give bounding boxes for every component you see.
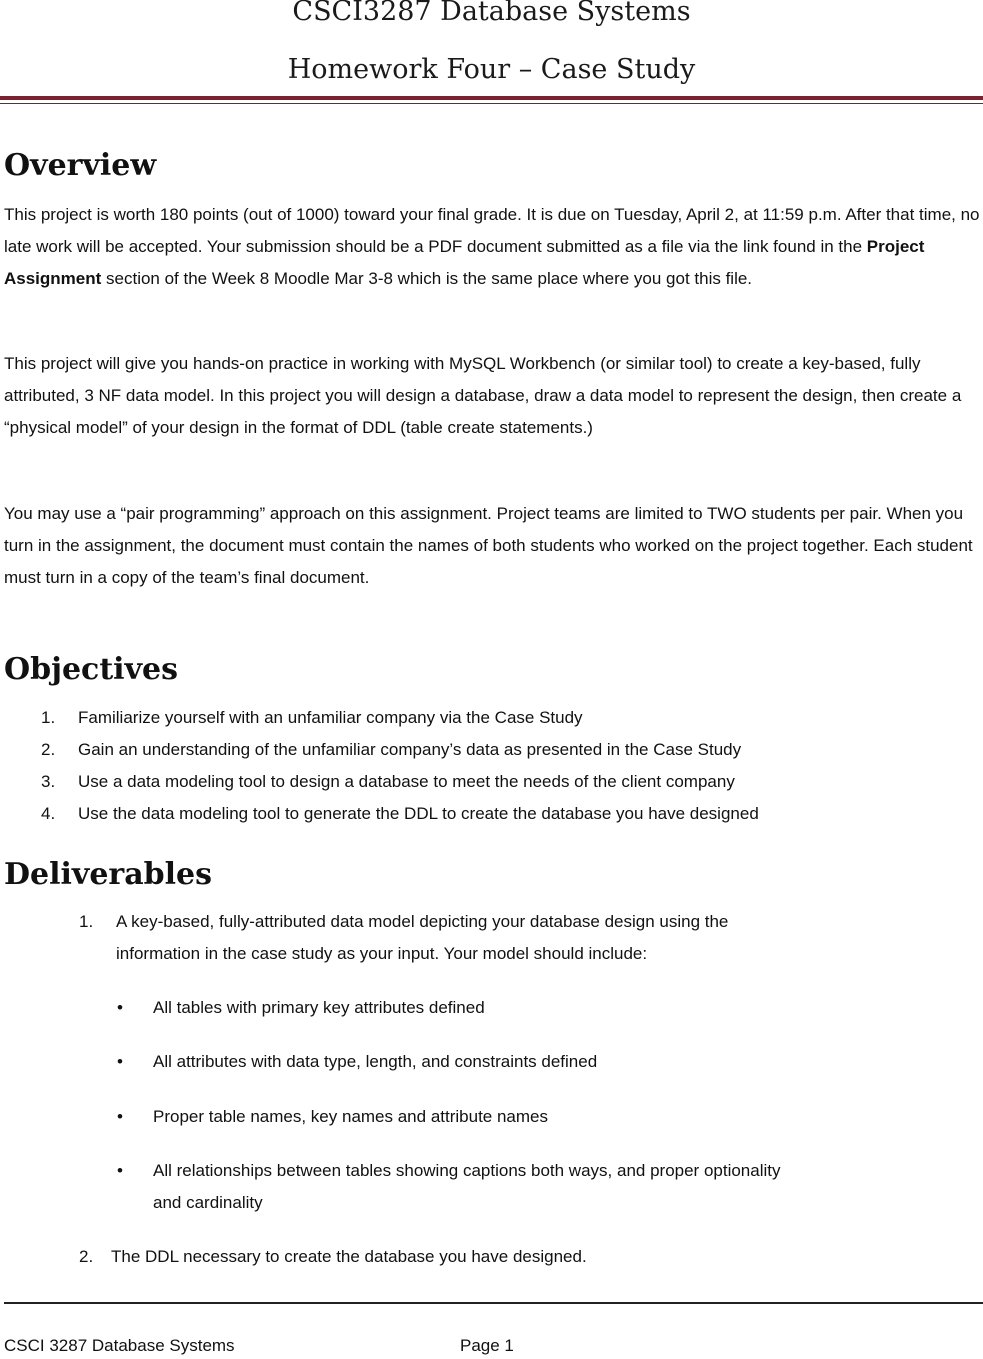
header-rule-thick xyxy=(0,96,983,100)
objective-number: 1. xyxy=(41,708,56,727)
deliverable-number: 2. xyxy=(79,1247,94,1266)
objective-number: 2. xyxy=(41,740,56,759)
objective-item: Gain an understanding of the unfamiliar company’s data as presented in the Case Study xyxy=(78,740,742,759)
deliverable-bullet: All relationships between tables showing captions both ways, and proper optionality xyxy=(153,1161,781,1180)
footer-course: CSCI 3287 Database Systems xyxy=(4,1336,235,1355)
overview-paragraph-3: You may use a “pair programming” approach on this assignment. Project teams are limited to TWO students per pair. When you turn in the assignment, the document must contain the names of both students who worked on the project together. Each student must turn in a copy of the team’s final document. xyxy=(4,504,973,587)
footer-rule xyxy=(4,1302,983,1304)
overview-paragraph-1 xyxy=(4,199,980,295)
bullet-icon: • xyxy=(117,1107,123,1126)
deliverable-item-text: A key-based, fully-attributed data model depicting your database design using the xyxy=(116,912,729,931)
objective-item: Use the data modeling tool to generate the DDL to create the database you have designed xyxy=(78,804,759,823)
assignment-title: Homework Four – Case Study xyxy=(287,54,696,85)
project-assignment-label: Project Assignment xyxy=(4,237,925,288)
deliverable-number: 1. xyxy=(79,912,94,931)
deliverable-bullet-continuation: and cardinality xyxy=(153,1193,263,1212)
overview-paragraph-2: This project will give you hands-on practice in working with MySQL Workbench (or similar tool) to create a key-based, fully attributed, 3 NF data model. In this project you will design a database, draw a data model to represent the design, then create a “physical model” of your design in the format of DDL (table create statements.) xyxy=(4,354,962,437)
overview-p1-text-a: This project is worth 180 points (out of 1000) toward your final grade. It is due on Tuesday, April 2, at 11:59 p.m. After that time, no late work will be accepted. Your submission should be a PDF document submitted as a file via the link found in the xyxy=(4,205,980,256)
objective-number: 4. xyxy=(41,804,56,823)
footer-page-number: Page 1 xyxy=(460,1336,514,1355)
header-rule-thin xyxy=(0,103,983,104)
objective-number: 3. xyxy=(41,772,56,791)
deliverable-item-text: information in the case study as your input. Your model should include: xyxy=(116,944,648,963)
bullet-icon: • xyxy=(117,998,123,1017)
deliverables-heading: Deliverables xyxy=(4,857,213,892)
deliverable-bullet: All tables with primary key attributes defined xyxy=(153,998,485,1017)
objectives-heading: Objectives xyxy=(4,652,178,687)
objective-item: Familiarize yourself with an unfamiliar company via the Case Study xyxy=(78,708,583,727)
bullet-icon: • xyxy=(117,1161,123,1180)
bullet-icon: • xyxy=(117,1052,123,1071)
deliverable-bullet: All attributes with data type, length, and constraints defined xyxy=(153,1052,598,1071)
course-title: CSCI3287 Database Systems xyxy=(292,0,691,27)
objective-item: Use a data modeling tool to design a database to meet the needs of the client company xyxy=(78,772,735,791)
overview-heading: Overview xyxy=(4,148,157,183)
deliverable-item-text: The DDL necessary to create the database you have designed. xyxy=(111,1247,587,1266)
deliverable-bullet: Proper table names, key names and attribute names xyxy=(153,1107,548,1126)
overview-p1-text-b: section of the Week 8 Moodle Mar 3-8 which is the same place where you got this file. xyxy=(101,269,753,288)
